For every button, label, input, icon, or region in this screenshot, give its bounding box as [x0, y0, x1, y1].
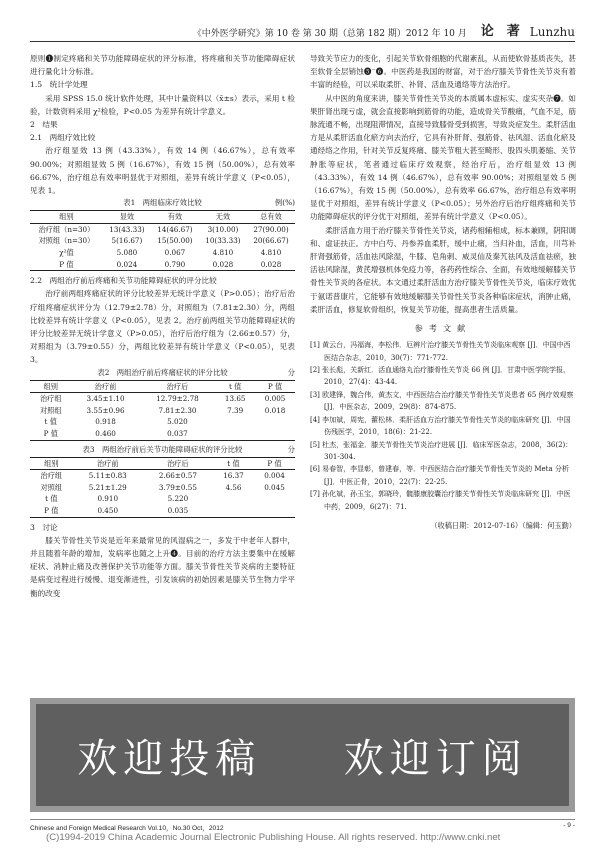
table3-caption	[30, 444, 295, 456]
section-heading-stats: 1.5 统计学处理	[30, 80, 88, 90]
table3-unit: 分	[287, 444, 295, 454]
table-cell: 13(43.33)	[109, 224, 145, 234]
reference-item: [6] 易春智，李显彰，曾建春，等．中西医结合治疗膝关节骨性关节炎的 Meta 分析 [J]．中医正骨，2010，22(7)：22-25.	[310, 465, 569, 486]
discussion-paragraph: 膝关节骨性关节炎是近年来最常见的风湿病之一，多发于中老年人群中，并且随着年龄的增加，发病率也随之上升❹。目前的治疗方法主要集中在缓解症状、消肿止痛及改善保护关节功能等方面。膝关节骨性关节炎病的主要特征是病变过程进行缓慢、退变渐进性，引发该病的初始因素是膝关节生物力学平衡的改变	[30, 535, 295, 598]
table-cell: 0.004	[264, 471, 285, 481]
discussion-paragraph-cont: 导致关节应力的变化，引起关节软骨细胞的代谢紊乱，从而使软骨基质丧失，甚至软骨全层销蚀❺⁻❻。中医药是我国的财富，对于治疗膝关节骨性关节炎有着丰富的经验，可以采取柔肝、补肾、活血及通络等方法治疗。	[310, 54, 576, 90]
table-header: 显效	[103, 211, 151, 224]
table-header: 治疗前	[71, 380, 139, 393]
table-header: 治疗前	[73, 457, 143, 470]
table-cell: 4.56	[225, 482, 242, 492]
reference-item: [1] 黄云台，冯福海，李松伟．厄辨片治疗膝关节骨性关节炎临床观察 [J]．中国中西医结合杂志，2010，30(7)：771-772.	[310, 341, 571, 362]
table-cell: 0.918	[95, 417, 116, 427]
references-heading: 参考文献	[414, 323, 472, 334]
table-header: P 值	[254, 457, 295, 470]
table-cell: 4.810	[260, 248, 282, 258]
received-date: （收稿日期：2012-07-16）（编辑：何玉勤）	[430, 520, 576, 530]
table-cell: 3.79±0.55	[158, 482, 197, 492]
table-cell: 27(90.00)	[253, 224, 289, 234]
table-cell: 0.910	[97, 494, 119, 504]
page-header	[30, 24, 575, 42]
table-cell: P 值	[43, 429, 58, 438]
table3	[30, 457, 295, 518]
table-cell: 15(50.00)	[157, 236, 193, 246]
table-header: 治疗后	[140, 380, 216, 393]
stats-paragraph: 采用 SPSS 15.0 统计软件处理，其中计量资料以（x̄±s）表示，采用 t 检验，计数资料采用 χ²检验，P<0.05 为差异有统计学意义。	[30, 93, 295, 116]
table-cell	[215, 416, 255, 428]
table-header: 治疗后	[143, 457, 213, 470]
table-header: 总有效	[247, 211, 295, 224]
discussion-paragraph-2: 从中医的角度来讲，膝关节骨性关节炎的本质属本虚标实、虚实夹杂❼。如果肝肾出现亏虚，就会直接影响到筋骨的功能，造成骨关节酸痛，气血不足，筋脉流通不畅，出现阻滞情况，直接导致膝骨受到损害，导致炎症发生。柔肝活血方是从柔肝活血化瘀方向去治疗，它具有补肝肾、强筋骨、祛风湿、活血化瘀及通经络之作用，针对关节反复疼痛、膝关节粗大甚至畸形、股四头肌萎缩、关节肿胀等症状，笔者通过临床疗效观察，经治疗后，治疗组显效 13 例（43.33%），有效 14 例（46.67%），总有效率 90.00%；对照组显效 5 例（16.67%），有效 15 例（50.00%），总有效率 66.67%，治疗组总有效率明显优于对照组，差异有统计学意义（P<0.05）；另外治疗后治疗组疼痛和关节功能障碍症状的评分优于对照组，差异有统计学意义（P<0.05）。	[310, 93, 576, 222]
table-header: 组别	[30, 380, 71, 393]
table-cell: 5.080	[116, 248, 138, 258]
table-cell	[215, 428, 255, 440]
table-row	[30, 247, 295, 259]
table-cell	[254, 493, 295, 505]
table-cell: 2.66±0.57	[158, 471, 197, 481]
reference-item: [3] 欧建锋，魏合伟，黄杰文，中西医结合治疗膝关节骨性关节炎患者 65 例疗效观察 [J]．中医杂志，2009，29(8)：874-875.	[310, 390, 574, 412]
table-cell	[255, 428, 295, 440]
subscription-banner	[30, 698, 575, 812]
table-cell: t 值	[44, 417, 57, 427]
table-header: 组别	[30, 457, 73, 470]
section-heading-discussion: 3 讨论	[30, 522, 58, 532]
table-cell: 16.37	[223, 471, 244, 481]
column-romanized: Lunzhu	[529, 25, 575, 39]
table-row	[30, 505, 295, 517]
table-cell: 5.020	[167, 417, 188, 427]
table-header: t 值	[215, 380, 255, 393]
table-cell: 0.024	[116, 259, 138, 269]
table2-unit: 分	[287, 367, 295, 377]
table-row	[30, 223, 295, 235]
table-cell: 7.81±2.30	[158, 405, 197, 415]
footer-journal: Chinese and Foreign Medical Research Vol.10，No.30 Oct，2012	[30, 825, 224, 832]
table-cell	[255, 416, 295, 428]
table-row	[30, 416, 295, 428]
section-heading-score: 2.2 两组治疗前后疼痛和关节功能障碍症状的评分比较	[30, 276, 217, 286]
table-cell	[213, 505, 254, 517]
table-row	[30, 393, 295, 405]
left-column	[30, 52, 295, 600]
section-heading-efficacy: 2.1 两组疗效比较	[30, 133, 96, 143]
table-cell: 0.028	[260, 259, 282, 269]
table-cell: 治疗组（n=30）	[38, 224, 95, 234]
banner-submit-text: 欢迎投稿	[77, 735, 262, 782]
table-cell: 5(16.67)	[111, 236, 143, 246]
table-cell: 治疗组	[39, 394, 62, 404]
reference-item: [5] 杜杰，张福金．膝关节骨性关节炎治疗进展 [J]．临床军医杂志，2008，36(2)：301-304.	[310, 440, 573, 461]
reference-item: [4] 李加斌，周宪，藿松林．柔肝活血方治疗膝关节骨性关节炎的临床研究 [J]．中国伤残医学，2010，18(6)：21-22.	[310, 415, 571, 437]
table-cell: 0.035	[167, 505, 189, 515]
table-cell: 4.810	[212, 248, 234, 258]
table2	[30, 380, 295, 441]
banner-subscribe-text: 欢迎订阅	[343, 735, 528, 782]
page-footer	[30, 819, 575, 832]
table1-title: 表1 两组临床疗效比较	[123, 198, 202, 208]
journal-title: 《中外医学研究》第 10 卷 第 30 期（总第 182 期）2012 年 10 月	[192, 29, 467, 39]
table3-title: 表3 两组治疗前后关节功能障碍症状的评分比较	[82, 444, 243, 454]
section-heading-results: 2 结果	[30, 120, 58, 130]
score-paragraph: 治疗前两组疼痛症状的评分比较差异无统计学意义（P>0.05）；治疗后治疗组疼痛症状评分为（12.79±2.78）分，对照组为（7.81±2.30）分，两组比较差异有统计学意义（P<0.05），见表 2。治疗前两组关节功能障碍症状的评分比较差异无统计学意义（P>0.05），治疗后治疗组为（2.66±0.57）分，对照组为（3.79±0.55）分，两组比较差异有统计学意义（P<0.05），见表 3。	[30, 289, 295, 365]
table-header: 无效	[199, 211, 247, 224]
table-cell: 0.005	[264, 394, 286, 404]
table-cell	[213, 493, 254, 505]
table-cell: 3.55±0.96	[86, 405, 125, 415]
table-header: P 值	[255, 380, 295, 393]
reference-item: [2] 张长彪，关新红．活血通络丸治疗膝骨性关节炎 66 例 [J]．甘肃中医学院学报，2010，27(4)：43-44.	[310, 366, 570, 387]
table-cell: 0.028	[212, 259, 234, 269]
table-cell: 0.067	[164, 248, 186, 258]
table-cell: 20(66.67)	[253, 236, 289, 246]
table-cell: 5.21±1.29	[88, 482, 127, 492]
table-cell: 7.39	[227, 405, 244, 415]
efficacy-paragraph: 治疗组显效 13 例（43.33%），有效 14 例（46.67%），总有效率 90.00%；对照组显效 5 例（16.67%），有效 15 例（50.00%），总有效率 66.67%，治疗组总有效率明显优于对照组，差异有统计学意义（P<0.05），见表 1。	[30, 146, 295, 196]
table-cell: 14(46.67)	[157, 224, 193, 234]
table-cell: 3.45±1.10	[86, 394, 125, 404]
table-cell: 0.450	[97, 505, 119, 515]
table-cell: 3(10.00)	[207, 224, 239, 234]
table-row	[30, 428, 295, 440]
table-row	[30, 235, 295, 247]
table2-title: 表2 两组治疗前后疼痛症状的评分比较	[97, 367, 228, 377]
table-cell: 5.11±0.83	[88, 471, 127, 481]
copyright-watermark: (C)1994-2019 China Academic Journal Electronic Publishing House. All rights reserved. http://www.cnki.net	[46, 832, 501, 843]
table-cell: 0.018	[264, 405, 286, 415]
table2-caption	[30, 367, 295, 379]
table1-unit: 例(%)	[274, 198, 295, 208]
table1	[30, 210, 295, 271]
table-header: 组别	[30, 211, 103, 224]
table-cell	[254, 505, 295, 517]
table1-caption	[30, 197, 295, 209]
table-cell: t 值	[45, 494, 58, 504]
table-cell: 10(33.33)	[205, 236, 241, 246]
table-cell: 对照组（n=30）	[38, 236, 95, 246]
table-cell: P 值	[59, 259, 74, 269]
page-number: - 9 -	[563, 822, 575, 829]
column-name: 论 著	[480, 24, 520, 39]
table-row	[30, 470, 295, 482]
table-header: t 值	[213, 457, 254, 470]
table-row	[30, 493, 295, 505]
table-cell: 对照组	[40, 482, 63, 492]
table-cell: 0.045	[264, 482, 285, 492]
table-cell: 0.037	[167, 429, 188, 438]
table-cell: 12.79±2.78	[156, 394, 199, 404]
intro-paragraph: 原则❶制定疼痛和关节功能障碍症状的评分标准，将疼痛和关节功能障碍症状进行量化计分标准。	[30, 54, 295, 77]
right-column	[310, 52, 576, 532]
discussion-paragraph-3: 柔肝活血方用于治疗膝关节骨性关节炎，诸药相辅相成，标本兼顾，阴阳调和、虚证扶正。方中白芍、丹参养血柔肝，缓中止痛，当归补血，活血，川芎补肝肾强筋骨，活血祛风除湿，牛膝、皂角刺、威灵仙及秦艽祛风及活血祛瘀，独活祛风除湿，黄芪增强机体免疫力等，各药药性综合、全面，有效地缓解膝关节骨性关节炎的各症状。本文通过柔肝活血方治疗膝关节骨性关节炎，临床疗效优于氨诺普康片，它能够有效地缓解膝关节骨性关节炎各种临床症状，消肿止痛，柔肝活血，修复软骨组织，恢复关节功能，提高患者生活质量。	[310, 225, 576, 314]
table-cell: P 值	[44, 505, 59, 515]
table-row	[30, 482, 295, 494]
table-cell: 5.220	[167, 494, 189, 504]
table-cell: 治疗组	[40, 471, 63, 481]
reference-item: [7] 孙化斌，孙玉宝，郭晓玲，髋膝康胶囊治疗膝关节骨性关节炎临床研究 [J]．中医中药，2009，6(27)：71.	[310, 490, 571, 511]
table-cell: 0.460	[95, 429, 116, 438]
table-row	[30, 405, 295, 417]
table-cell: χ²值	[59, 248, 74, 258]
table-header: 有效	[151, 211, 199, 224]
table-cell: 13.65	[224, 394, 246, 404]
table-row	[30, 259, 295, 271]
table-cell: 0.790	[164, 259, 186, 269]
table-cell: 对照组	[39, 405, 62, 415]
